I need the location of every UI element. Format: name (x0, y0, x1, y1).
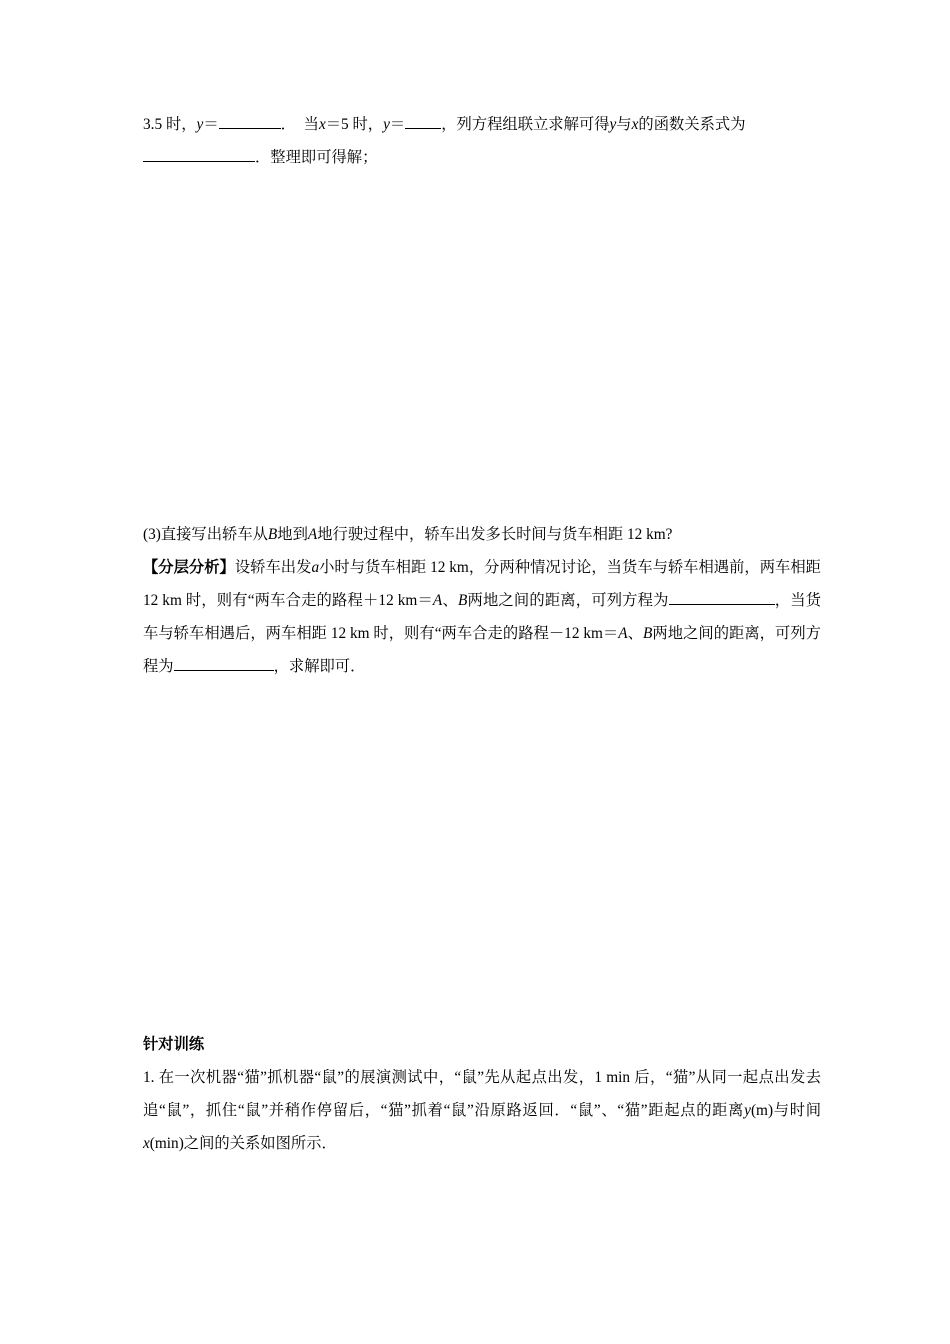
text-fragment: 地到 (277, 526, 308, 543)
text-fragment: 小时与货车相距 12 km，分两种情况讨论，当货车与轿车相遇前，两车相距 12 km 时，则有“两车合走的路程＋12 km＝ (143, 559, 821, 609)
fill-blank[interactable] (219, 128, 281, 129)
text-fragment: 两地之间的距离，可列方程为 (467, 592, 669, 609)
fill-blank[interactable] (143, 161, 255, 162)
text-fragment: ＝ (203, 116, 219, 133)
text-fragment: 当 (303, 116, 319, 133)
text-fragment: ，求解即可． (273, 658, 366, 675)
text-fragment: 、 (627, 625, 643, 642)
answer-space-1 (143, 174, 821, 518)
document-content (143, 108, 821, 1160)
answer-space-2 (143, 683, 821, 1028)
variable-y: y (196, 116, 204, 133)
point-label-B: B (267, 526, 278, 543)
fill-blank[interactable] (174, 670, 274, 671)
variable-y: y (383, 116, 390, 133)
variable-x: x (318, 116, 326, 133)
paragraph-exercise-1 (143, 1061, 821, 1160)
variable-a: a (311, 559, 320, 576)
fill-blank[interactable] (669, 604, 775, 605)
point-label-A: A (432, 592, 443, 609)
point-label-B: B (457, 592, 468, 609)
paragraph-question-3 (143, 518, 821, 551)
text-fragment: 两地之间的距离，可列方程为 (143, 625, 821, 675)
text-fragment: 3.5 时， (143, 116, 197, 133)
text-fragment: ，列方程组联立求解可得 (441, 116, 610, 133)
variable-y: y (744, 1102, 751, 1119)
text-fragment: ，当货车与轿车相遇后，两车相距 12 km 时，则有“两车合走的路程－12 km＝ (143, 592, 821, 642)
text-fragment: 设轿车出发 (234, 559, 312, 576)
text-fragment: (m)与时间 (750, 1102, 821, 1119)
paragraph-layered-analysis (143, 551, 821, 683)
text-fragment: 与 (616, 116, 632, 133)
section-heading-practice: 针对训练 (143, 1036, 205, 1053)
text-fragment: 的函数关系式为 (638, 116, 746, 133)
text-fragment: ＝ (389, 116, 406, 133)
point-label-A: A (618, 625, 628, 642)
text-fragment: ． (280, 116, 296, 133)
text-fragment: 1. 在一次机器“猫”抓机器“鼠”的展演测试中，“鼠”先从起点出发，1 min 后，“猫”从同一起点出发去追“鼠”，抓住“鼠”并稍作停留后，“猫”抓着“鼠”沿原路返回．“鼠”、“猫”距起点的距离 (143, 1069, 821, 1119)
analysis-label: 【分层分析】 (143, 559, 235, 576)
text-fragment: 、 (442, 592, 458, 609)
point-label-B: B (642, 625, 653, 642)
variable-y: y (609, 116, 617, 133)
variable-x: x (143, 1135, 150, 1152)
paragraph-analysis-part2 (143, 108, 821, 174)
variable-x: x (631, 116, 639, 133)
text-fragment: 地行驶过程中，轿车出发多长时间与货车相距 12 km? (317, 526, 673, 543)
text-fragment: ＝5 时， (325, 116, 384, 133)
fill-blank[interactable] (405, 128, 441, 129)
point-label-A: A (307, 526, 318, 543)
text-fragment: (3)直接写出轿车从 (143, 526, 268, 543)
text-fragment: (min)之间的关系如图所示． (149, 1135, 337, 1152)
text-fragment: ．整理即可得解； (255, 149, 378, 166)
